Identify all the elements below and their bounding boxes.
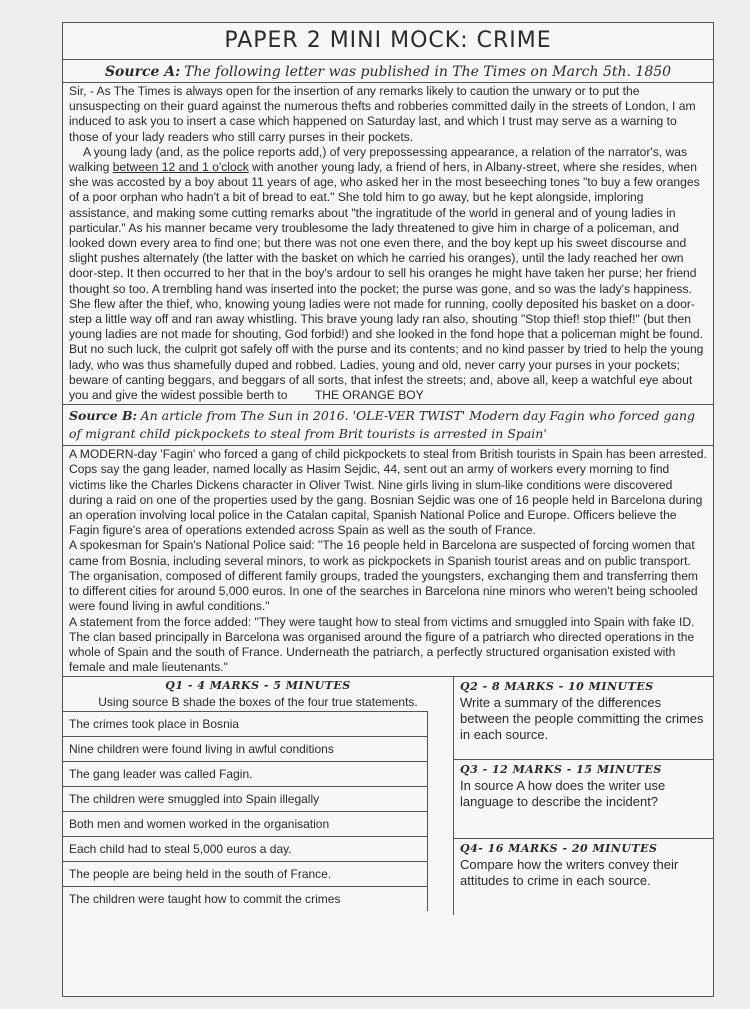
q4-text: Compare how the writers convey their attitudes to crime in each source. [460, 857, 679, 889]
source-b-description: An article from The Sun in 2016. 'OLE-VER TWIST' Modern day Fagin who forced gang of migrant child pickpockets to steal from Brit tourists is arrested in Spain' [69, 408, 696, 442]
source-a-description: The following letter was published in The Times on March 5th. 1850 [184, 64, 672, 80]
source-a-paragraph-2-start: A young lady (and, as the police reports add,) of very prepossessing appearance, a relation of the narrator's, was walking [69, 144, 687, 175]
q3-heading: Q3 - 12 MARKS - 15 MINUTES [460, 763, 662, 777]
questions-grid [63, 677, 713, 915]
source-b-paragraph-3: A statement from the force added: "They were taught how to steal from victims and smuggled into Spain with fake ID. The clan based principally in Barcelona was organised around the figure of a patriarch who directed operations in the whole of Spain and the south of France. Underneath the patriarch, a perfectly structured organisation existed with female and male lieutenants." [69, 614, 695, 675]
source-a-heading [63, 60, 713, 83]
source-a-label: Source A: [104, 64, 181, 80]
source-a-underlined-time: between 12 and 1 o'clock [112, 160, 249, 175]
q1-instruction: Using source B shade the boxes of the four true statements. [98, 695, 418, 710]
statement-box[interactable]: Each child had to steal 5,000 euros a day. [63, 836, 428, 861]
statement-box[interactable]: Both men and women worked in the organisation [63, 811, 428, 836]
source-a-paragraph-1: Sir, - As The Times is always open for the insertion of any remarks likely to caution the unwary or to put the unsuspecting on their guard against the numerous thefts and robberies committed daily in the streets of London, I am induced to ask you to insert a case which happened on Saturday last, and which I trust may serve as a warning to those of your lady readers who still carry purses in their pockets. [69, 84, 696, 144]
statement-box[interactable]: The children were smuggled into Spain illegally [63, 786, 428, 811]
source-b-text [63, 446, 713, 677]
source-b-paragraph-2: A spokesman for Spain's National Police said: "The 16 people held in Barcelona are suspected of forcing women that came from Bosnia, including several minors, to work as pickpockets in Spanish tourist areas and on public transport. The organisation, composed of different family groups, traded the youngsters, exchanging them and transferring them to different cities for around 5,000 euros. In one of the searches in Barcelona nine minors who weren't being schooled were found living in awful conditions." [69, 538, 699, 614]
page-title: PAPER 2 MINI MOCK: CRIME [63, 23, 713, 60]
source-a-paragraph-2 [69, 145, 707, 403]
statement-box[interactable]: The gang leader was called Fagin. [63, 761, 428, 786]
q2-block [454, 677, 713, 760]
q2-text: Write a summary of the differences between the people committing the crimes in each source. [460, 695, 704, 743]
q1-heading: Q1 - 4 MARKS - 5 MINUTES [165, 679, 351, 693]
q4-heading: Q4- 16 MARKS - 20 MINUTES [460, 842, 658, 856]
source-b-label: Source B: [69, 408, 138, 424]
q2-heading: Q2 - 8 MARKS - 10 MINUTES [460, 680, 654, 694]
source-a-paragraph-2-rest: with another young lady, a friend of hers, in Albany-street, where she resides, when she was accosted by a boy about 11 years of age, who asked her in the most beseeching tones "to buy a few oranges of a poor orphan who hadn't a bit of bread to eat." She told him to go away, but he kept alongside, imploring assistance, and making some cutting remarks about "the ingratitude of the world in general and of young ladies in particular." As his manner became very troublesome the lady threatened to give him in charge of a policeman, and looked down every area to find one; but there was not one even there, and the boy kept up his sweet discourse and slight pushes alternately (the latter with the basket on which he carried his oranges), until the lady reached her own door-step. It then occurred to her that in the boy's ardour to sell his oranges he might have taken her purse; her friend thought so too. A trembling hand was inserted into the pocket; the purse was gone, and so was the lady's happiness. She flew after the thief, who, knowing young ladies were not made for running, coolly deposited his basket on a door-step a little way off and ran away whistling. This brave young lady ran also, shouting "Stop thief! stop thief!" (but then young ladies are not made for shouting, God forbid!) and she looked in the fond hope that a policeman might be found. But no such luck, the culprit got safely off with the purse and its contents; and no kind passer by tried to help the young lady, who was thus shamefully duped and robbed. Ladies, young and old, never carry your purses in your pockets; beware of canting beggars, and beggars of all sorts, that infest the streets; and, above all, keep a watchful eye about you and give the widest possible berth to [69, 160, 704, 403]
statement-box[interactable]: The crimes took place in Bosnia [63, 711, 428, 736]
source-b-paragraph-1: A MODERN-day 'Fagin' who forced a gang of child pickpockets to steal from British tourists in Spain has been arrested. Cops say the gang leader, named locally as Hasim Sejdic, 44, sent out an army of workers every morning to find victims like the Charles Dickens character in Oliver Twist. Nine girls living in slum-like conditions were discovered during a raid on one of the properties used by the gang. Bosnian Sejdic was one of 16 people held in Barcelona during an operation involving local police in the Catalan capital, Spanish National Police and Europe. Officers believe the Fagin figure's area of operations extended across Spain as well as the south of France. [69, 447, 707, 538]
statement-box[interactable]: Nine children were found living in awful conditions [63, 736, 428, 761]
worksheet [62, 22, 714, 997]
q1-panel [63, 677, 454, 915]
q3-text: In source A how does the writer use language to describe the incident? [460, 778, 666, 810]
source-a-text [63, 83, 713, 405]
questions-panel [454, 677, 713, 915]
source-b-heading [63, 405, 713, 446]
q4-block [454, 839, 713, 892]
statement-box[interactable]: The children were taught how to commit the crimes [63, 886, 428, 911]
q3-block [454, 760, 713, 839]
statement-box[interactable]: The people are being held in the south of France. [63, 861, 428, 886]
source-a-signoff: THE ORANGE BOY [314, 388, 424, 403]
